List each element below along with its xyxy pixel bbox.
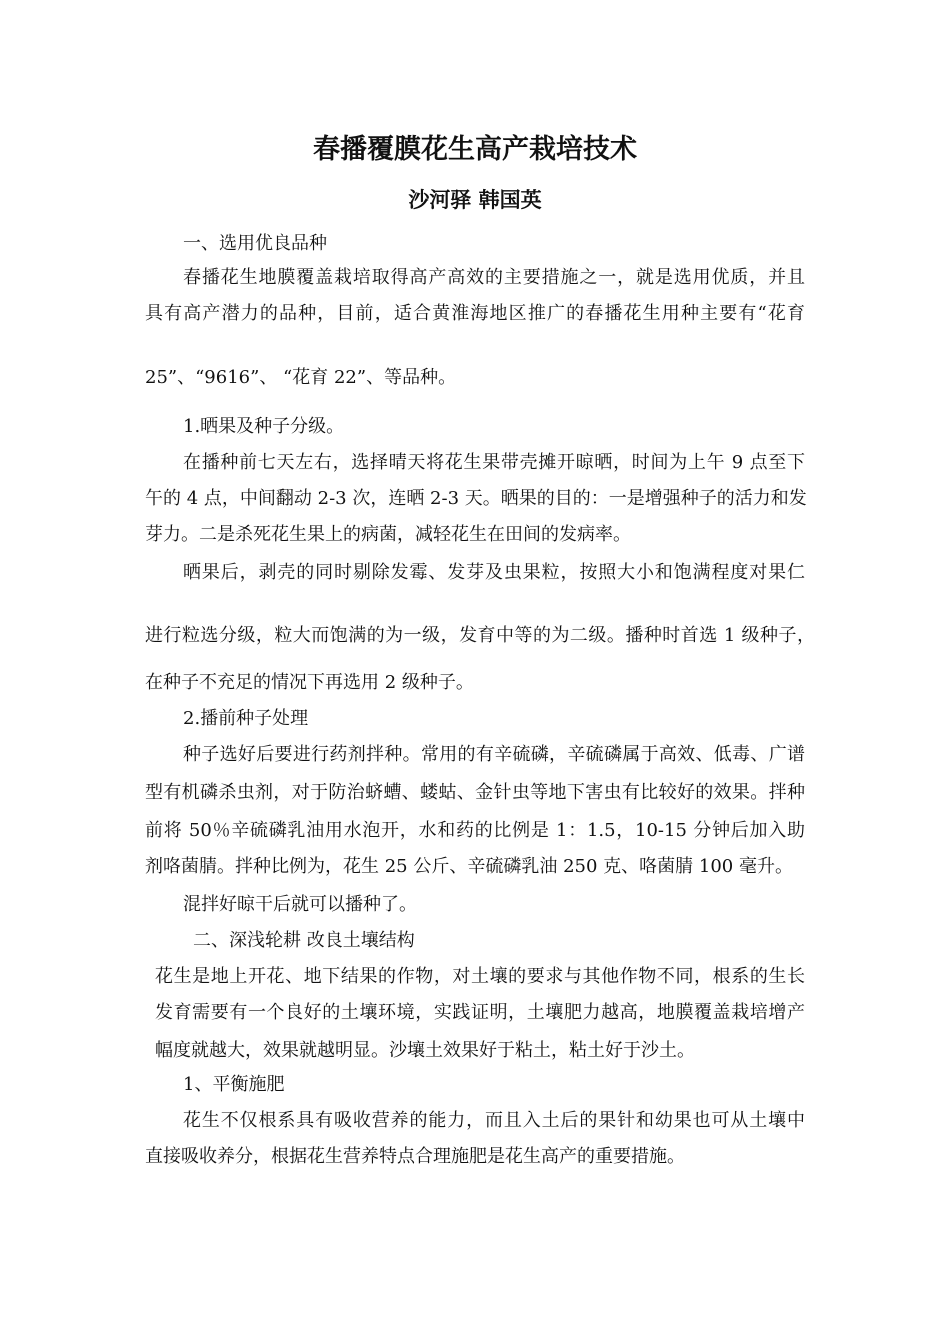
paragraph-line: 发育需要有一个良好的土壤环境，实践证明，土壤肥力越高，地膜覆盖栽培增产 [155,1002,805,1023]
paragraph-line: 剂咯菌腈。拌种比例为，花生 25 公斤、辛硫磷乳油 250 克、咯菌腈 100 毫升。 [145,856,793,877]
section-heading: 一、选用优良品种 [183,233,327,254]
paragraph-line: 在种子不充足的情况下再选用 2 级种子。 [145,672,474,693]
subsection-heading: 2.播前种子处理 [183,708,309,729]
subsection-heading: 1.晒果及种子分级。 [183,416,345,437]
paragraph-line: 具有高产潜力的品种，目前，适合黄淮海地区推广的春播花生用种主要有“花育 [145,303,805,324]
paragraph-line: 午的 4 点，中间翻动 2-3 次，连晒 2-3 天。晒果的目的：一是增强种子的活力和发 [145,488,807,509]
paragraph-line: 幅度就越大，效果就越明显。沙壤土效果好于粘土，粘土好于沙土。 [155,1040,695,1061]
paragraph-line: 型有机磷杀虫剂，对于防治蛴螬、蝼蛄、金针虫等地下害虫有比较好的效果。拌种 [145,782,805,803]
paragraph-line: 进行粒选分级，粒大而饱满的为一级，发育中等的为二级。播种时首选 1 级种子， [145,625,815,646]
paragraph-line: 春播花生地膜覆盖栽培取得高产高效的主要措施之一，就是选用优质，并且 [183,267,805,288]
subsection-heading: 1、平衡施肥 [183,1074,285,1095]
paragraph-line: 花生不仅根系具有吸收营养的能力，而且入土后的果针和幼果也可从土壤中 [183,1110,805,1131]
paragraph-line: 25”、“9616”、 “花育 22”、等品种。 [145,367,457,388]
paragraph-line: 种子选好后要进行药剂拌种。常用的有辛硫磷，辛硫磷属于高效、低毒、广谱 [183,744,805,765]
paragraph-line: 在播种前七天左右，选择晴天将花生果带壳摊开晾晒，时间为上午 9 点至下 [183,452,805,473]
section-heading: 二、深浅轮耕 改良土壤结构 [193,930,415,951]
paragraph-line: 晒果后，剥壳的同时剔除发霉、发芽及虫果粒，按照大小和饱满程度对果仁 [183,562,805,583]
paragraph-line: 直接吸收养分，根据花生营养特点合理施肥是花生高产的重要措施。 [145,1146,685,1167]
paragraph-line: 芽力。二是杀死花生果上的病菌，减轻花生在田间的发病率。 [145,524,631,545]
paragraph-line: 花生是地上开花、地下结果的作物，对土壤的要求与其他作物不同，根系的生长 [155,966,805,987]
document-title: 春播覆膜花生高产栽培技术 [313,134,637,165]
paragraph-line: 混拌好晾干后就可以播种了。 [183,894,417,915]
paragraph-line: 前将 50％辛硫磷乳油用水泡开，水和药的比例是 1：1.5，10-15 分钟后加入助 [145,820,805,841]
document-authors: 沙河驿 韩国英 [408,187,542,212]
